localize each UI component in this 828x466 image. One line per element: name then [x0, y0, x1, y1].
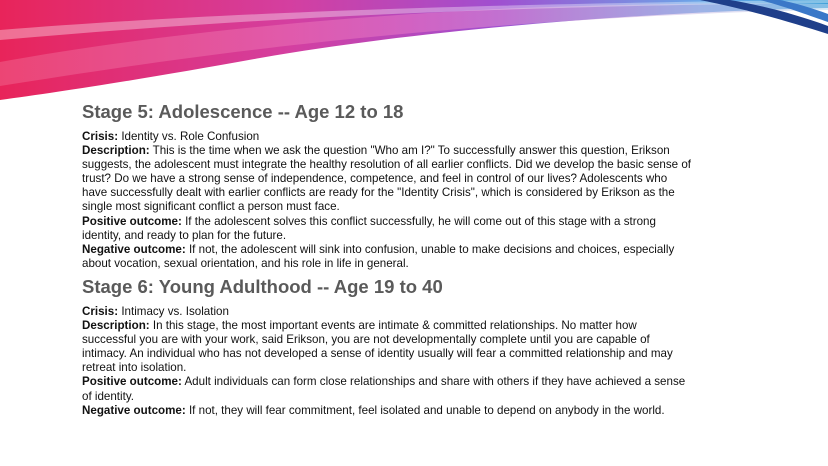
positive-outcome-label: Positive outcome: — [82, 214, 182, 228]
description-label: Description: — [82, 144, 150, 158]
negative-outcome-text: If not, they will fear commitment, feel isolated and unable to depend on anybody in the world. — [185, 403, 665, 417]
crisis-label: Crisis: — [82, 130, 119, 143]
section-title: Stage 5: Adolescence -- Age 12 to 18 — [82, 101, 404, 122]
crisis-text: Intimacy vs. Isolation — [118, 304, 229, 318]
header-swoosh-decoration — [0, 0, 828, 110]
section-stage-5 — [82, 101, 692, 271]
negative-outcome-paragraph — [82, 404, 692, 418]
negative-outcome-label: Negative outcome: — [82, 403, 186, 417]
slide-content — [82, 101, 692, 418]
positive-outcome-paragraph — [82, 375, 692, 403]
section-stage-6 — [82, 276, 692, 418]
description-paragraph — [82, 319, 692, 375]
negative-outcome-paragraph — [82, 243, 692, 271]
description-label: Description: — [82, 319, 150, 333]
crisis-paragraph — [82, 305, 692, 319]
crisis-label: Crisis: — [82, 304, 119, 318]
negative-outcome-label: Negative outcome: — [82, 242, 186, 256]
crisis-paragraph — [82, 130, 692, 144]
description-paragraph — [82, 144, 692, 214]
positive-outcome-label: Positive outcome: — [82, 375, 182, 389]
description-text: In this stage, the most important events are intimate & committed relationships. No matter how successful you are with your work, said Erikson, you are not developmentally complete until you are capable of intimacy. An individual who has not developed a sense of identity usually will fear a committed relationship and may retreat into isolation. — [82, 319, 673, 375]
description-text: This is the time when we ask the question "Who am I?" To successfully answer this question, Erikson suggests, the adolescent must integrate the healthy resolution of all earlier conflicts. Did we develop the basic sense of trust? Do we have a strong sense of independence, competence, and feel in control of our lives? Adolescents who have successfully dealt with earlier conflicts are ready for the "Identity Crisis", which is considered by Erikson as the single most significant conflict a person must face. — [82, 144, 692, 214]
positive-outcome-paragraph — [82, 215, 692, 243]
negative-outcome-text: If not, the adolescent will sink into confusion, unable to make decisions and choices, especially about vocation, sexual orientation, and his role in life in general. — [82, 242, 675, 270]
positive-outcome-text: Adult individuals can form close relationships and share with others if they have achieved a sense of identity. — [82, 375, 686, 403]
crisis-text: Identity vs. Role Confusion — [118, 130, 260, 143]
section-title: Stage 6: Young Adulthood -- Age 19 to 40 — [82, 275, 443, 297]
positive-outcome-text: If the adolescent solves this conflict successfully, he will come out of this stage with a strong identity, and ready to plan for the future. — [82, 214, 656, 242]
